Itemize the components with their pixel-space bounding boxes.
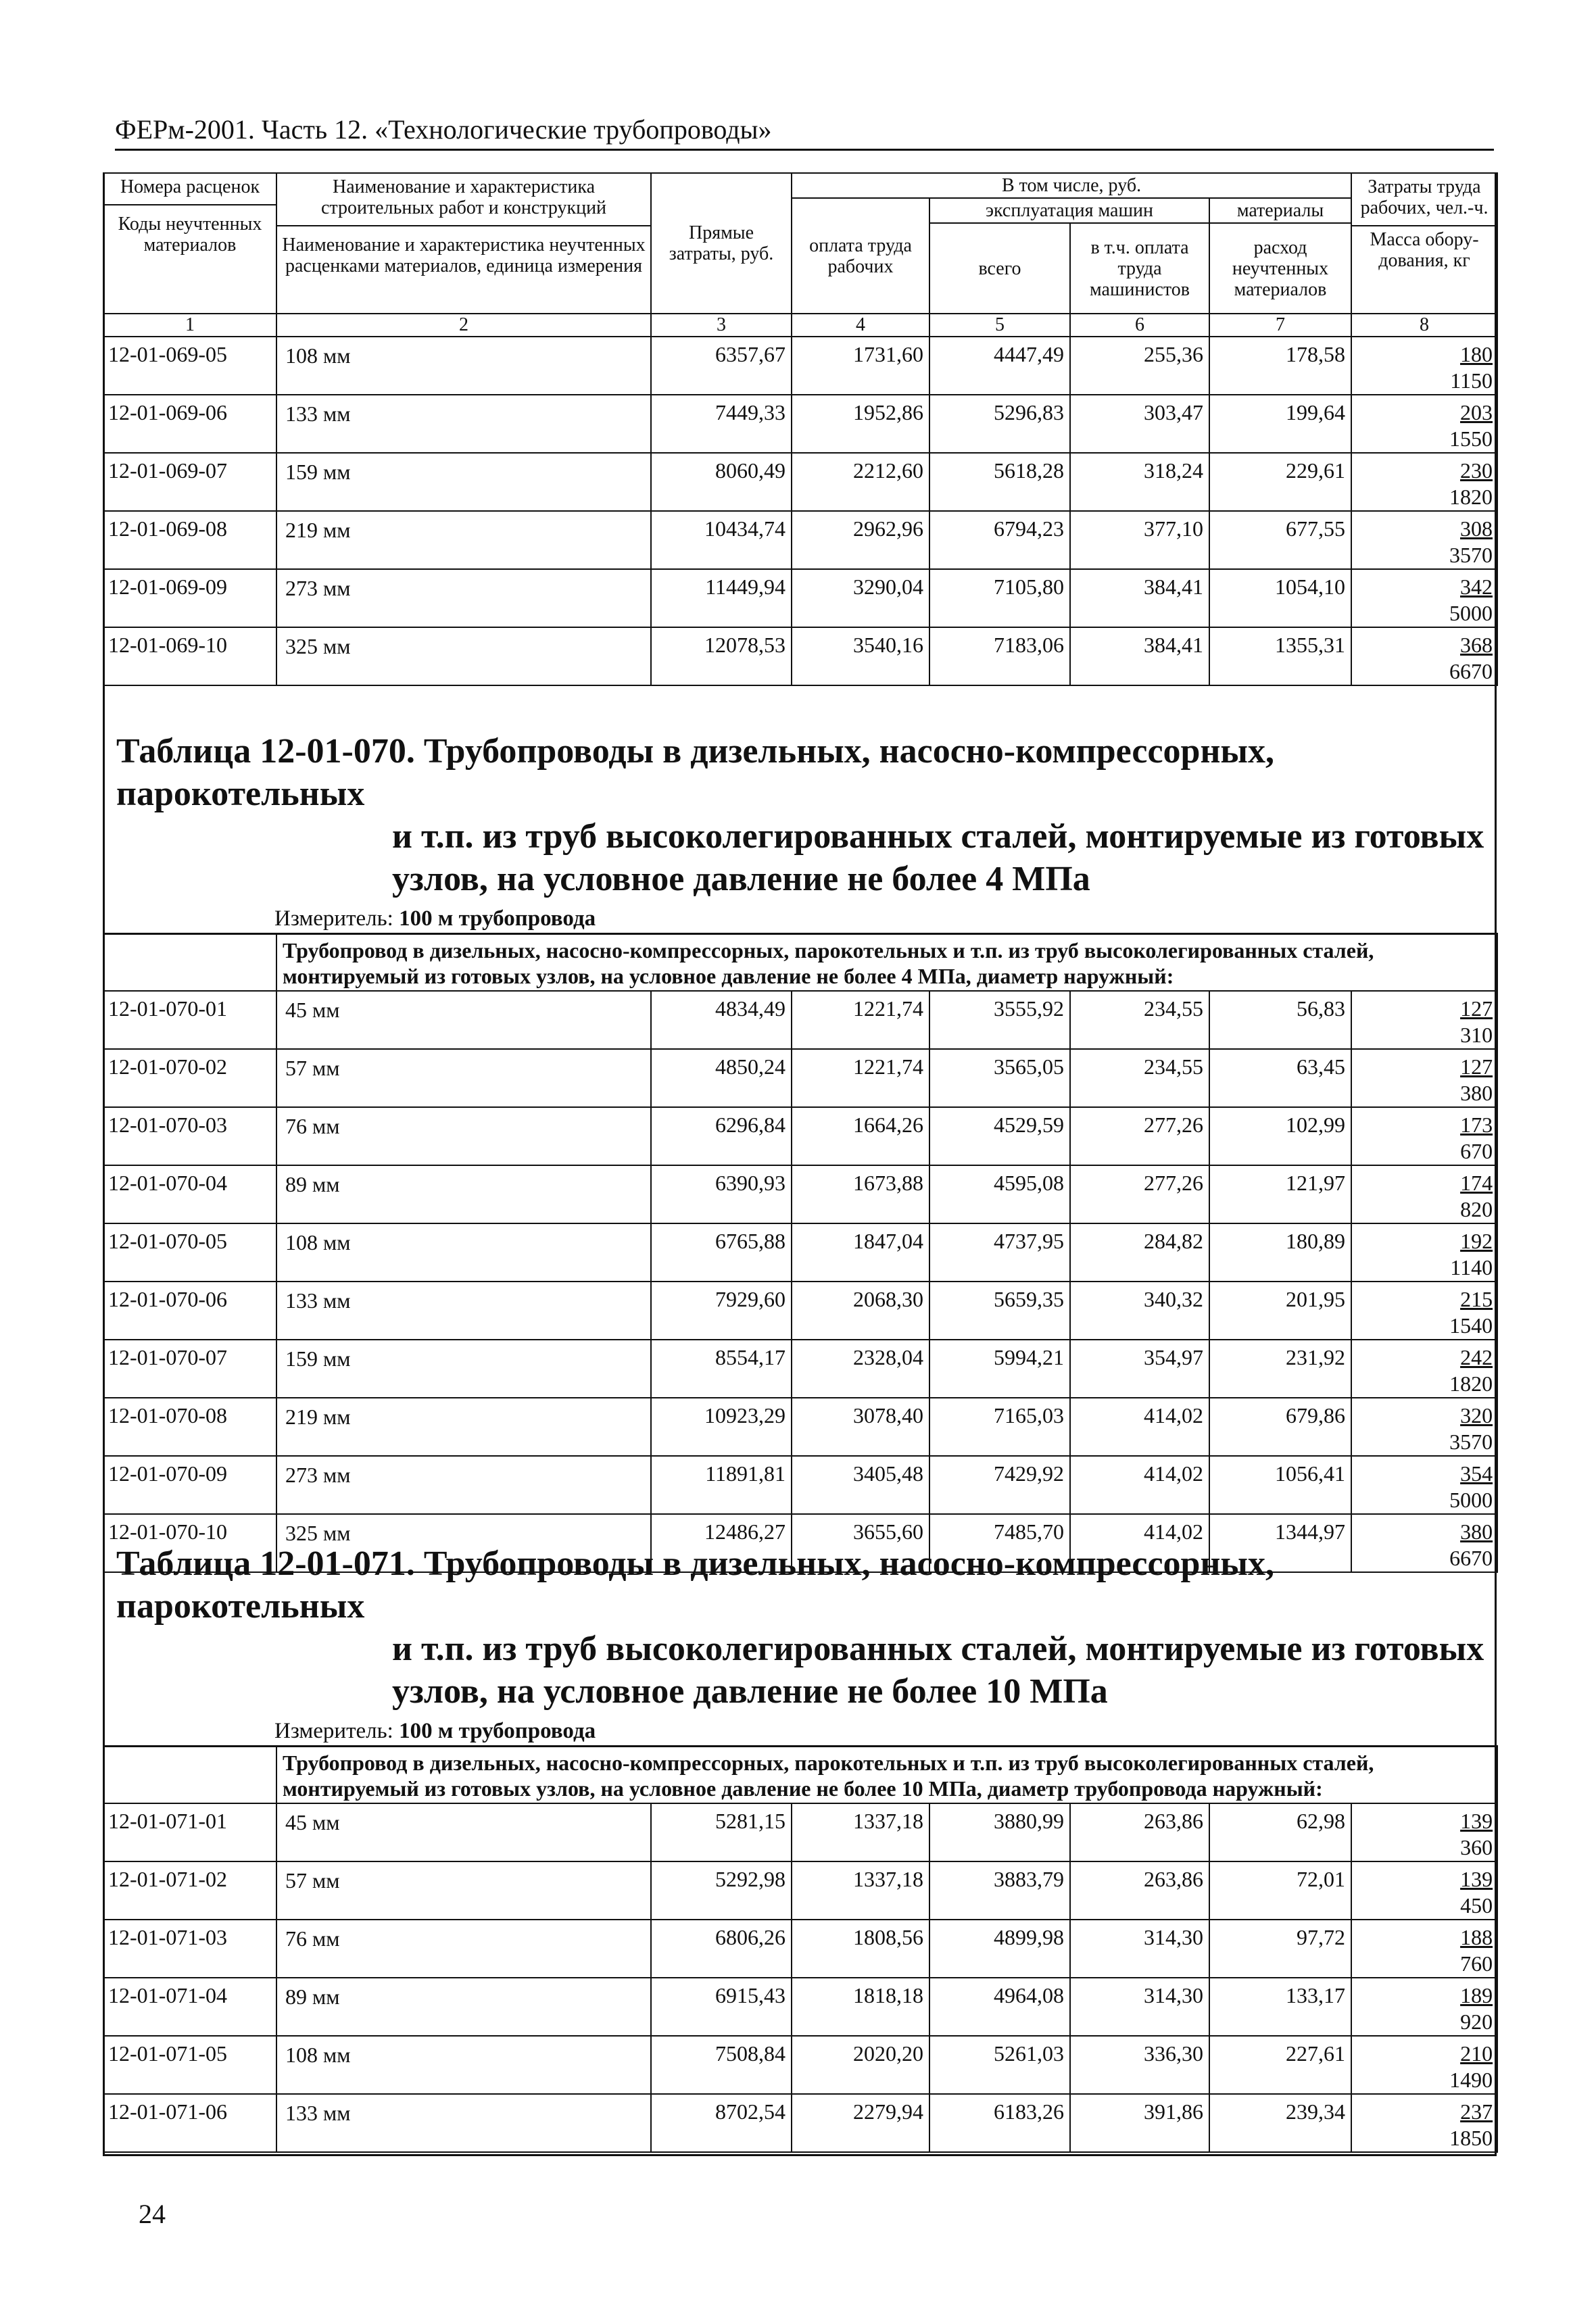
col-number: 6	[1070, 314, 1209, 337]
header-names	[276, 173, 651, 314]
machines-labor: 234,55	[1070, 991, 1209, 1049]
group-blank	[103, 1747, 276, 1804]
rate-name: 57 мм	[276, 1861, 651, 1920]
machines-total: 6183,26	[929, 2094, 1070, 2152]
direct-costs: 6915,43	[651, 1978, 792, 2036]
labor-mass-cell	[1351, 1340, 1497, 1398]
direct-costs: 5292,98	[651, 1861, 792, 1920]
rate-code: 12-01-069-09	[103, 569, 276, 627]
section-title	[103, 1542, 1497, 1713]
materials: 62,98	[1209, 1803, 1351, 1861]
labor-hours: 192	[1460, 1229, 1493, 1253]
equipment-mass: 1150	[1450, 368, 1493, 393]
machines-labor: 384,41	[1070, 627, 1209, 685]
table-row	[103, 1978, 1497, 2036]
section-071	[103, 1542, 1497, 2153]
machines-total: 5994,21	[929, 1340, 1070, 1398]
rate-code: 12-01-070-05	[103, 1223, 276, 1282]
direct-costs: 6296,84	[651, 1107, 792, 1165]
labor-hours: 368	[1460, 633, 1493, 657]
table-row	[103, 1456, 1497, 1514]
table-071	[103, 1745, 1498, 2153]
rate-name: 133 мм	[276, 395, 651, 453]
machines-total: 5261,03	[929, 2036, 1070, 2094]
labor-mass-cell	[1351, 1978, 1497, 2036]
rate-name: 133 мм	[276, 2094, 651, 2152]
machines-total: 5296,83	[929, 395, 1070, 453]
table-row	[103, 991, 1497, 1049]
machines-labor: 263,86	[1070, 1861, 1209, 1920]
machines-labor: 277,26	[1070, 1165, 1209, 1223]
equipment-mass: 360	[1460, 1835, 1493, 1859]
table-row	[103, 1920, 1497, 1978]
machines-total: 7165,03	[929, 1398, 1070, 1456]
machines-total: 3565,05	[929, 1049, 1070, 1107]
meter-value: 100 м трубопровода	[399, 1719, 596, 1743]
rate-code: 12-01-071-01	[103, 1803, 276, 1861]
direct-costs: 12078,53	[651, 627, 792, 685]
table-row	[103, 453, 1497, 511]
machines-total: 3883,79	[929, 1861, 1070, 1920]
section-title-line: узлов, на условное давление не более 4 МПа	[392, 860, 1090, 898]
section-title-line: узлов, на условное давление не более 10 МПа	[392, 1672, 1108, 1711]
materials: 178,58	[1209, 337, 1351, 395]
equipment-mass: 310	[1460, 1023, 1493, 1047]
labor-mass-cell	[1351, 1165, 1497, 1223]
group-description: Трубопровод в дизельных, насосно-компрессорных, парокотельных и т.п. из труб высоколегированных сталей, монтируемый из готовых узлов, на условное давление не более 10 МПа, диаметр трубопровода наружный:	[276, 1747, 1497, 1804]
labor-pay: 2279,94	[792, 2094, 929, 2152]
machines-labor: 391,86	[1070, 2094, 1209, 2152]
labor-hours: 139	[1460, 1867, 1493, 1891]
machines-labor: 377,10	[1070, 511, 1209, 569]
materials: 97,72	[1209, 1920, 1351, 1978]
equipment-mass: 380	[1460, 1081, 1493, 1105]
rate-code: 12-01-071-04	[103, 1978, 276, 2036]
header-direct-costs: Прямые затраты, руб.	[651, 173, 792, 314]
machines-labor: 414,02	[1070, 1456, 1209, 1514]
materials: 56,83	[1209, 991, 1351, 1049]
page-header: ФЕРм-2001. Часть 12. «Технологические трубопроводы»	[115, 114, 1494, 151]
direct-costs: 8702,54	[651, 2094, 792, 2152]
machines-labor: 255,36	[1070, 337, 1209, 395]
machines-labor: 234,55	[1070, 1049, 1209, 1107]
col-number: 4	[792, 314, 929, 337]
table-row	[103, 1223, 1497, 1282]
labor-mass-cell	[1351, 1049, 1497, 1107]
labor-pay: 1664,26	[792, 1107, 929, 1165]
direct-costs: 10434,74	[651, 511, 792, 569]
machines-labor: 414,02	[1070, 1514, 1209, 1572]
header-machines-total: всего	[929, 223, 1070, 314]
table-row	[103, 1165, 1497, 1223]
labor-mass-cell	[1351, 1456, 1497, 1514]
labor-hours: 203	[1460, 400, 1493, 424]
machines-labor: 277,26	[1070, 1107, 1209, 1165]
table-row	[103, 511, 1497, 569]
rate-name: 159 мм	[276, 453, 651, 511]
labor-pay: 2328,04	[792, 1340, 929, 1398]
header-codes-top: Номера расценок	[104, 174, 276, 205]
header-machines: эксплуатация машин	[929, 198, 1209, 223]
table-row	[103, 395, 1497, 453]
rate-name: 159 мм	[276, 1340, 651, 1398]
equipment-mass: 3570	[1449, 1430, 1493, 1454]
table-row	[103, 337, 1497, 395]
machines-total: 4899,98	[929, 1920, 1070, 1978]
table-row	[103, 1803, 1497, 1861]
group-description: Трубопровод в дизельных, насосно-компрессорных, парокотельных и т.п. из труб высоколегированных сталей, монтируемый из готовых узлов, на условное давление не более 4 МПа, диаметр наружный:	[276, 934, 1497, 992]
labor-hours: 320	[1460, 1403, 1493, 1428]
rate-code: 12-01-070-08	[103, 1398, 276, 1456]
labor-mass-cell	[1351, 395, 1497, 453]
col-number: 3	[651, 314, 792, 337]
col-number: 8	[1351, 314, 1497, 337]
header-labor-top: Затраты труда рабочих, чел.-ч.	[1352, 174, 1497, 226]
labor-pay: 2020,20	[792, 2036, 929, 2094]
direct-costs: 7929,60	[651, 1282, 792, 1340]
labor-pay: 1818,18	[792, 1978, 929, 2036]
rate-code: 12-01-071-05	[103, 2036, 276, 2094]
rate-code: 12-01-070-03	[103, 1107, 276, 1165]
labor-hours: 173	[1460, 1113, 1493, 1137]
direct-costs: 12486,27	[651, 1514, 792, 1572]
labor-hours: 237	[1460, 2099, 1493, 2124]
labor-hours: 210	[1460, 2041, 1493, 2066]
direct-costs: 4850,24	[651, 1049, 792, 1107]
rate-name: 89 мм	[276, 1165, 651, 1223]
rate-code: 12-01-069-08	[103, 511, 276, 569]
rate-code: 12-01-070-06	[103, 1282, 276, 1340]
labor-pay: 1952,86	[792, 395, 929, 453]
col-number: 7	[1209, 314, 1351, 337]
table-070	[103, 933, 1498, 1573]
materials: 231,92	[1209, 1340, 1351, 1398]
machines-total: 7429,92	[929, 1456, 1070, 1514]
meter	[103, 1713, 1497, 1745]
labor-hours: 342	[1460, 575, 1493, 599]
direct-costs: 11891,81	[651, 1456, 792, 1514]
labor-pay: 1847,04	[792, 1223, 929, 1282]
machines-labor: 414,02	[1070, 1398, 1209, 1456]
machines-total: 4737,95	[929, 1223, 1070, 1282]
labor-pay: 1673,88	[792, 1165, 929, 1223]
rate-code: 12-01-069-06	[103, 395, 276, 453]
table-row	[103, 1398, 1497, 1456]
machines-total: 5618,28	[929, 453, 1070, 511]
header-codes	[103, 173, 276, 314]
meter-label: Измеритель:	[274, 1719, 393, 1743]
equipment-mass: 1820	[1449, 485, 1493, 509]
direct-costs: 8060,49	[651, 453, 792, 511]
machines-total: 3880,99	[929, 1803, 1070, 1861]
equipment-mass: 1140	[1450, 1255, 1493, 1280]
direct-costs: 6357,67	[651, 337, 792, 395]
labor-mass-cell	[1351, 511, 1497, 569]
materials: 72,01	[1209, 1861, 1351, 1920]
machines-total: 7485,70	[929, 1514, 1070, 1572]
equipment-mass: 1550	[1449, 427, 1493, 451]
materials: 677,55	[1209, 511, 1351, 569]
labor-mass-cell	[1351, 453, 1497, 511]
labor-hours: 180	[1460, 342, 1493, 366]
rate-name: 45 мм	[276, 991, 651, 1049]
equipment-mass: 3570	[1449, 543, 1493, 567]
labor-pay: 3540,16	[792, 627, 929, 685]
rate-name: 89 мм	[276, 1978, 651, 2036]
group-blank	[103, 934, 276, 992]
machines-labor: 314,30	[1070, 1978, 1209, 2036]
labor-pay: 3078,40	[792, 1398, 929, 1456]
section-title-line: и т.п. из труб высоколегированных сталей, монтируемые из готовых	[392, 817, 1484, 856]
materials: 679,86	[1209, 1398, 1351, 1456]
header-materials: материалы	[1209, 198, 1351, 223]
rate-name: 219 мм	[276, 1398, 651, 1456]
materials: 229,61	[1209, 453, 1351, 511]
rate-name: 76 мм	[276, 1920, 651, 1978]
col-number: 5	[929, 314, 1070, 337]
labor-mass-cell	[1351, 1398, 1497, 1456]
header-including: В том числе, руб.	[792, 173, 1351, 198]
table-row	[103, 1282, 1497, 1340]
equipment-mass: 6670	[1449, 659, 1493, 683]
section-title-line: Таблица 12-01-070. Трубопроводы в дизельных, насосно-компрессорных, парокотельных	[116, 732, 1275, 813]
labor-hours: 139	[1460, 1809, 1493, 1833]
table-row	[103, 1107, 1497, 1165]
machines-labor: 336,30	[1070, 2036, 1209, 2094]
direct-costs: 6806,26	[651, 1920, 792, 1978]
col-number: 1	[103, 314, 276, 337]
table-069	[103, 172, 1498, 686]
section-title-line: и т.п. из труб высоколегированных сталей, монтируемые из готовых	[392, 1630, 1484, 1668]
rate-code: 12-01-070-04	[103, 1165, 276, 1223]
equipment-mass: 1850	[1449, 2126, 1493, 2150]
section-title	[103, 730, 1497, 900]
rate-code: 12-01-069-10	[103, 627, 276, 685]
labor-mass-cell	[1351, 1920, 1497, 1978]
materials: 1056,41	[1209, 1456, 1351, 1514]
equipment-mass: 1540	[1449, 1313, 1493, 1338]
rate-name: 57 мм	[276, 1049, 651, 1107]
header-labor	[1351, 173, 1497, 314]
direct-costs: 5281,15	[651, 1803, 792, 1861]
meter	[103, 900, 1497, 933]
materials: 63,45	[1209, 1049, 1351, 1107]
rate-name: 108 мм	[276, 337, 651, 395]
labor-hours: 380	[1460, 1519, 1493, 1544]
labor-pay: 1808,56	[792, 1920, 929, 1978]
labor-mass-cell	[1351, 1861, 1497, 1920]
equipment-mass: 760	[1460, 1951, 1493, 1976]
rate-name: 325 мм	[276, 1514, 651, 1572]
direct-costs: 6765,88	[651, 1223, 792, 1282]
equipment-mass: 1820	[1449, 1371, 1493, 1396]
labor-mass-cell	[1351, 2094, 1497, 2152]
materials: 102,99	[1209, 1107, 1351, 1165]
rate-code: 12-01-070-09	[103, 1456, 276, 1514]
meter-value: 100 м трубопровода	[399, 906, 596, 931]
labor-hours: 242	[1460, 1345, 1493, 1369]
equipment-mass: 6670	[1449, 1546, 1493, 1570]
machines-total: 4595,08	[929, 1165, 1070, 1223]
labor-pay: 3405,48	[792, 1456, 929, 1514]
equipment-mass: 5000	[1449, 601, 1493, 625]
materials: 1355,31	[1209, 627, 1351, 685]
equipment-mass: 820	[1460, 1197, 1493, 1221]
table-row	[103, 627, 1497, 685]
materials: 1054,10	[1209, 569, 1351, 627]
machines-total: 3555,92	[929, 991, 1070, 1049]
machines-labor: 284,82	[1070, 1223, 1209, 1282]
materials: 227,61	[1209, 2036, 1351, 2094]
direct-costs: 10923,29	[651, 1398, 792, 1456]
rate-name: 108 мм	[276, 2036, 651, 2094]
labor-mass-cell	[1351, 627, 1497, 685]
labor-mass-cell	[1351, 569, 1497, 627]
equipment-mass: 1490	[1449, 2068, 1493, 2092]
rate-name: 133 мм	[276, 1282, 651, 1340]
labor-hours: 308	[1460, 516, 1493, 541]
table-row	[103, 2094, 1497, 2152]
header-machines-labor: в т.ч. оплата труда машинистов	[1070, 223, 1209, 314]
machines-total: 6794,23	[929, 511, 1070, 569]
machines-total: 5659,35	[929, 1282, 1070, 1340]
rate-name: 273 мм	[276, 569, 651, 627]
rate-name: 325 мм	[276, 627, 651, 685]
machines-total: 7183,06	[929, 627, 1070, 685]
materials: 201,95	[1209, 1282, 1351, 1340]
header-labor-bottom: Масса обору-дования, кг	[1370, 229, 1479, 271]
rate-name: 76 мм	[276, 1107, 651, 1165]
labor-hours: 127	[1460, 1054, 1493, 1079]
materials: 121,97	[1209, 1165, 1351, 1223]
rate-code: 12-01-071-03	[103, 1920, 276, 1978]
labor-mass-cell	[1351, 991, 1497, 1049]
table-row	[103, 1340, 1497, 1398]
labor-pay: 2212,60	[792, 453, 929, 511]
labor-hours: 188	[1460, 1925, 1493, 1949]
header-names-top: Наименование и характеристика строительных работ и конструкций	[277, 174, 650, 226]
rate-name: 108 мм	[276, 1223, 651, 1282]
labor-pay: 3655,60	[792, 1514, 929, 1572]
labor-hours: 189	[1460, 1983, 1493, 2007]
labor-mass-cell	[1351, 1803, 1497, 1861]
labor-pay: 1731,60	[792, 337, 929, 395]
rate-code: 12-01-071-06	[103, 2094, 276, 2152]
equipment-mass: 5000	[1449, 1488, 1493, 1512]
rate-code: 12-01-071-02	[103, 1861, 276, 1920]
table-row	[103, 1861, 1497, 1920]
direct-costs: 7449,33	[651, 395, 792, 453]
table-row	[103, 569, 1497, 627]
machines-total: 7105,80	[929, 569, 1070, 627]
machines-total: 4529,59	[929, 1107, 1070, 1165]
direct-costs: 7508,84	[651, 2036, 792, 2094]
labor-pay: 1337,18	[792, 1803, 929, 1861]
labor-hours: 174	[1460, 1171, 1493, 1195]
machines-labor: 384,41	[1070, 569, 1209, 627]
col-number: 2	[276, 314, 651, 337]
materials: 199,64	[1209, 395, 1351, 453]
header-names-bottom: Наименование и характеристика неучтенных расценками материалов, единица измерения	[282, 235, 646, 276]
direct-costs: 4834,49	[651, 991, 792, 1049]
equipment-mass: 670	[1460, 1139, 1493, 1163]
labor-pay: 1221,74	[792, 1049, 929, 1107]
materials: 1344,97	[1209, 1514, 1351, 1572]
labor-pay: 2962,96	[792, 511, 929, 569]
labor-mass-cell	[1351, 337, 1497, 395]
direct-costs: 11449,94	[651, 569, 792, 627]
rate-name: 273 мм	[276, 1456, 651, 1514]
direct-costs: 8554,17	[651, 1340, 792, 1398]
labor-mass-cell	[1351, 1107, 1497, 1165]
labor-pay: 1337,18	[792, 1861, 929, 1920]
section-title-line: Таблица 12-01-071. Трубопроводы в дизельных, насосно-компрессорных, парокотельных	[116, 1544, 1275, 1626]
labor-mass-cell	[1351, 1282, 1497, 1340]
header-materials-usage: расход неучтенных материалов	[1209, 223, 1351, 314]
labor-hours: 127	[1460, 996, 1493, 1021]
direct-costs: 6390,93	[651, 1165, 792, 1223]
machines-labor: 354,97	[1070, 1340, 1209, 1398]
rate-name: 219 мм	[276, 511, 651, 569]
machines-labor: 340,32	[1070, 1282, 1209, 1340]
equipment-mass: 450	[1460, 1893, 1493, 1918]
materials: 133,17	[1209, 1978, 1351, 2036]
header-codes-bottom: Коды неучтенных материалов	[118, 214, 262, 255]
header-labor-pay: оплата труда рабочих	[792, 198, 929, 314]
rate-code: 12-01-069-07	[103, 453, 276, 511]
rate-name: 45 мм	[276, 1803, 651, 1861]
meter-label: Измеритель:	[274, 906, 393, 931]
machines-labor: 303,47	[1070, 395, 1209, 453]
labor-pay: 3290,04	[792, 569, 929, 627]
rate-code: 12-01-069-05	[103, 337, 276, 395]
labor-hours: 354	[1460, 1461, 1493, 1486]
equipment-mass: 920	[1460, 2009, 1493, 2034]
machines-total: 4964,08	[929, 1978, 1070, 2036]
rate-code: 12-01-070-10	[103, 1514, 276, 1572]
table-row	[103, 2036, 1497, 2094]
table-row	[103, 1049, 1497, 1107]
section-070	[103, 730, 1497, 1573]
materials: 239,34	[1209, 2094, 1351, 2152]
machines-total: 4447,49	[929, 337, 1070, 395]
labor-pay: 2068,30	[792, 1282, 929, 1340]
labor-pay: 1221,74	[792, 991, 929, 1049]
page-number: 24	[139, 2199, 166, 2229]
machines-labor: 314,30	[1070, 1920, 1209, 1978]
machines-labor: 318,24	[1070, 453, 1209, 511]
labor-hours: 230	[1460, 458, 1493, 483]
machines-labor: 263,86	[1070, 1803, 1209, 1861]
rate-code: 12-01-070-02	[103, 1049, 276, 1107]
rate-code: 12-01-070-07	[103, 1340, 276, 1398]
materials: 180,89	[1209, 1223, 1351, 1282]
labor-hours: 215	[1460, 1287, 1493, 1311]
labor-mass-cell	[1351, 1223, 1497, 1282]
rate-code: 12-01-070-01	[103, 991, 276, 1049]
labor-mass-cell	[1351, 2036, 1497, 2094]
